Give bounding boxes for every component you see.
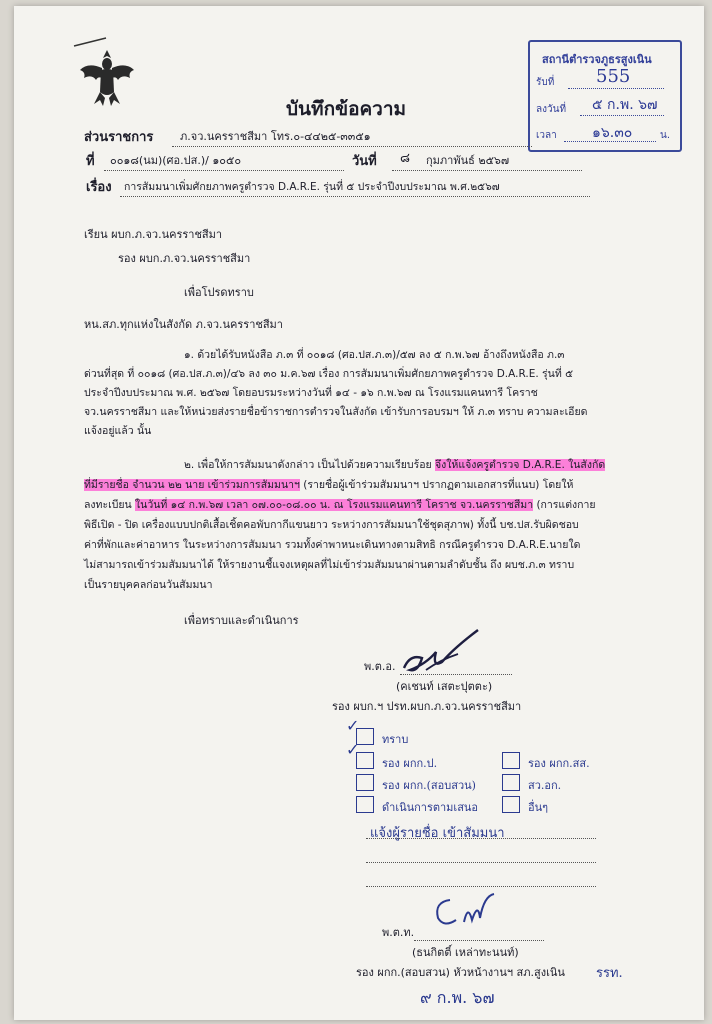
p2-line-2	[84, 478, 573, 492]
sig2-date: ๙ ก.พ. ๖๗	[420, 988, 495, 1007]
addressee-text: หน.สภ.ทุกแห่งในสังกัด ภ.จว.นครราชสีมา	[84, 318, 283, 331]
p2-highlight: ที่มีรายชื่อ จำนวน ๒๒ นาย เข้าร่วมการสัมมนาฯ	[84, 479, 300, 491]
option-label: ดำเนินการตามเสนอ	[382, 801, 479, 814]
p2-line-3	[84, 498, 596, 512]
p1-line: จว.นครราชสีมา และให้หน่วยส่งรายชื่อข้าราชการตำรวจในสังกัด เข้ารับการอบรมฯ ให้ ภ.๓ ทราบ ความละเอียด	[84, 406, 588, 418]
stamp-date-label: ลงวันที่	[536, 104, 567, 115]
stamp-title: สถานีตำรวจภูธรสูงเนิน	[542, 53, 652, 66]
p2-text: (การแต่งกาย	[533, 499, 596, 511]
checkbox-proceed[interactable]	[356, 796, 374, 813]
ref-label: ที่	[86, 154, 95, 169]
memo-heading: บันทึกข้อความ	[286, 98, 407, 120]
ref-value: ๐๐๑๘(นม)(ศอ.ปส.)/ ๑๐๕๐	[110, 154, 242, 167]
checkbox-deputy-investigation[interactable]	[356, 774, 374, 791]
sig1-title: รอง ผบก.ฯ ปรท.ผบก.ภ.จว.นครราชสีมา	[332, 700, 522, 713]
stamp-receive-number: 555	[596, 66, 631, 87]
handwritten-note: แจ้งผู้รายชื่อ เข้าสัมมนา	[370, 826, 505, 841]
signature-1	[396, 624, 486, 680]
date-day: ๘	[400, 151, 411, 166]
checkbox-inspector-admin[interactable]	[502, 774, 520, 791]
option-label: สว.อก.	[528, 779, 562, 792]
top-pen-mark	[72, 36, 108, 48]
recipient-line-1: เรียน ผบก.ภ.จว.นครราชสีมา	[84, 228, 223, 241]
subject-label: เรื่อง	[86, 180, 112, 195]
p2-line-1	[184, 458, 605, 472]
receiving-stamp	[528, 40, 682, 152]
p2-highlight: ในวันที่ ๑๔ ก.พ.๖๗ เวลา ๐๗.๐๐-๐๘.๐๐ น. ณ โรงแรมแคนทารี โคราช จว.นครราชสีมา	[135, 499, 534, 511]
p2-text: ลงทะเบียน	[84, 499, 136, 511]
sig2-prefix: พ.ต.ท.	[382, 926, 415, 939]
p2-highlight: จึงให้แจ้งครูตำรวจ D.A.R.E. ในสังกัด	[435, 459, 606, 471]
stamp-date-value: ๕ ก.พ. ๖๗	[592, 97, 658, 113]
check-mark-icon: ✓	[346, 716, 360, 735]
stamp-time-value: ๑๖.๓๐	[592, 125, 633, 141]
agency-value: ภ.จว.นครราชสีมา โทร.๐-๔๔๒๕-๓๓๕๑	[180, 130, 371, 143]
p2-line-5: ค่าที่พักและค่าอาหาร ในระหว่างการสัมมนา รวมทั้งค่าพาหนะเดินทางตามสิทธิ กรณีครูตำรวจ D.A.R.E.นายใด	[84, 539, 581, 551]
stamp-time-label: เวลา	[536, 130, 557, 141]
option-label: ทราบ	[382, 733, 409, 746]
checkbox-other[interactable]	[502, 796, 520, 813]
date-value: กุมภาพันธ์ ๒๕๖๗	[426, 154, 510, 167]
sig2-title: รอง ผกก.(สอบสวน) หัวหน้างานฯ สภ.สูงเนิน	[356, 966, 565, 979]
p1-line: ด่วนที่สุด ที่ ๐๐๑๘ (ศอ.ปส.ภ.๓)/๔๖ ลง ๓๐ ม.ค.๖๗ เรื่อง การสัมมนาเพิ่มศักยภาพครูตำรวจ D.A.R.E. รุ่นที่ ๕	[84, 368, 574, 380]
sig2-name: (ธนกิตติ์ เหล่าทะนนท์)	[412, 946, 519, 959]
p2-text: (รายชื่อผู้เข้าร่วมสัมมนาฯ ปรากฏตามเอกสารที่แนบ) โดยให้	[299, 479, 574, 491]
date-label: วันที่	[352, 154, 377, 169]
p2-text: ๒. เพื่อให้การสัมมนาดังกล่าว เป็นไปด้วยความเรียบร้อย	[184, 459, 436, 471]
option-label: รอง ผกก.สส.	[528, 757, 590, 770]
p1-line: ประจำปีงบประมาณ พ.ศ. ๒๕๖๗ โดยอบรมระหว่างวันที่ ๑๔ - ๑๖ ก.พ.๖๗ ณ โรงแรมแคนทารี โคราช	[84, 387, 538, 399]
garuda-emblem-icon	[78, 48, 136, 110]
recipient-line-2: รอง ผบก.ภ.จว.นครราชสีมา	[118, 252, 251, 265]
option-label: อื่นๆ	[528, 801, 549, 814]
stamp-receive-label: รับที่	[536, 77, 555, 88]
p1-line: แจ้งอยู่แล้ว นั้น	[84, 425, 152, 437]
p1-line: ๑. ด้วยได้รับหนังสือ ภ.๓ ที่ ๐๐๑๘ (ศอ.ปส.ภ.๓)/๕๗ ลง ๕ ก.พ.๖๗ อ้างถึงหนังสือ ภ.๓	[184, 349, 565, 361]
agency-label: ส่วนราชการ	[84, 130, 154, 145]
signature-2	[428, 890, 508, 938]
sig1-name: (คเชนท์ เสตะปุตตะ)	[396, 680, 493, 693]
checkbox-deputy-crime[interactable]	[502, 752, 520, 769]
for-info-text: เพื่อโปรดทราบ	[184, 286, 254, 299]
stamp-time-unit: น.	[660, 130, 671, 141]
action-text: เพื่อทราบและดำเนินการ	[184, 614, 299, 627]
p2-line-6: ไม่สามารถเข้าร่วมสัมมนาได้ ให้รายงานชี้แจงเหตุผลที่ไม่เข้าร่วมสัมมนาผ่านตามลำดับชั้น ถึง ผบช.ภ.๓ ทราบ	[84, 559, 575, 571]
subject-value: การสัมมนาเพิ่มศักยภาพครูตำรวจ D.A.R.E. รุ่นที่ ๕ ประจำปีงบประมาณ พ.ศ.๒๕๖๗	[124, 181, 500, 193]
p2-line-4: พิธีเปิด - ปิด เครื่องแบบปกติเสื้อเชิ้ตคอพับกากีแขนยาว ระหว่างการสัมมนาใช้ชุดสุภาพ) ทั้งนี้ บช.ปส.รับผิดชอบ	[84, 519, 579, 531]
p2-line-7: เป็นรายบุคคลก่อนวันสัมมนา	[84, 579, 213, 591]
option-label: รอง ผกก.(สอบสวน)	[382, 779, 476, 792]
sig1-prefix: พ.ต.อ.	[364, 660, 396, 673]
check-mark-icon: ✓	[346, 740, 360, 759]
option-label: รอง ผกก.ป.	[382, 757, 438, 770]
sig2-acting-note: รรท.	[596, 966, 623, 981]
